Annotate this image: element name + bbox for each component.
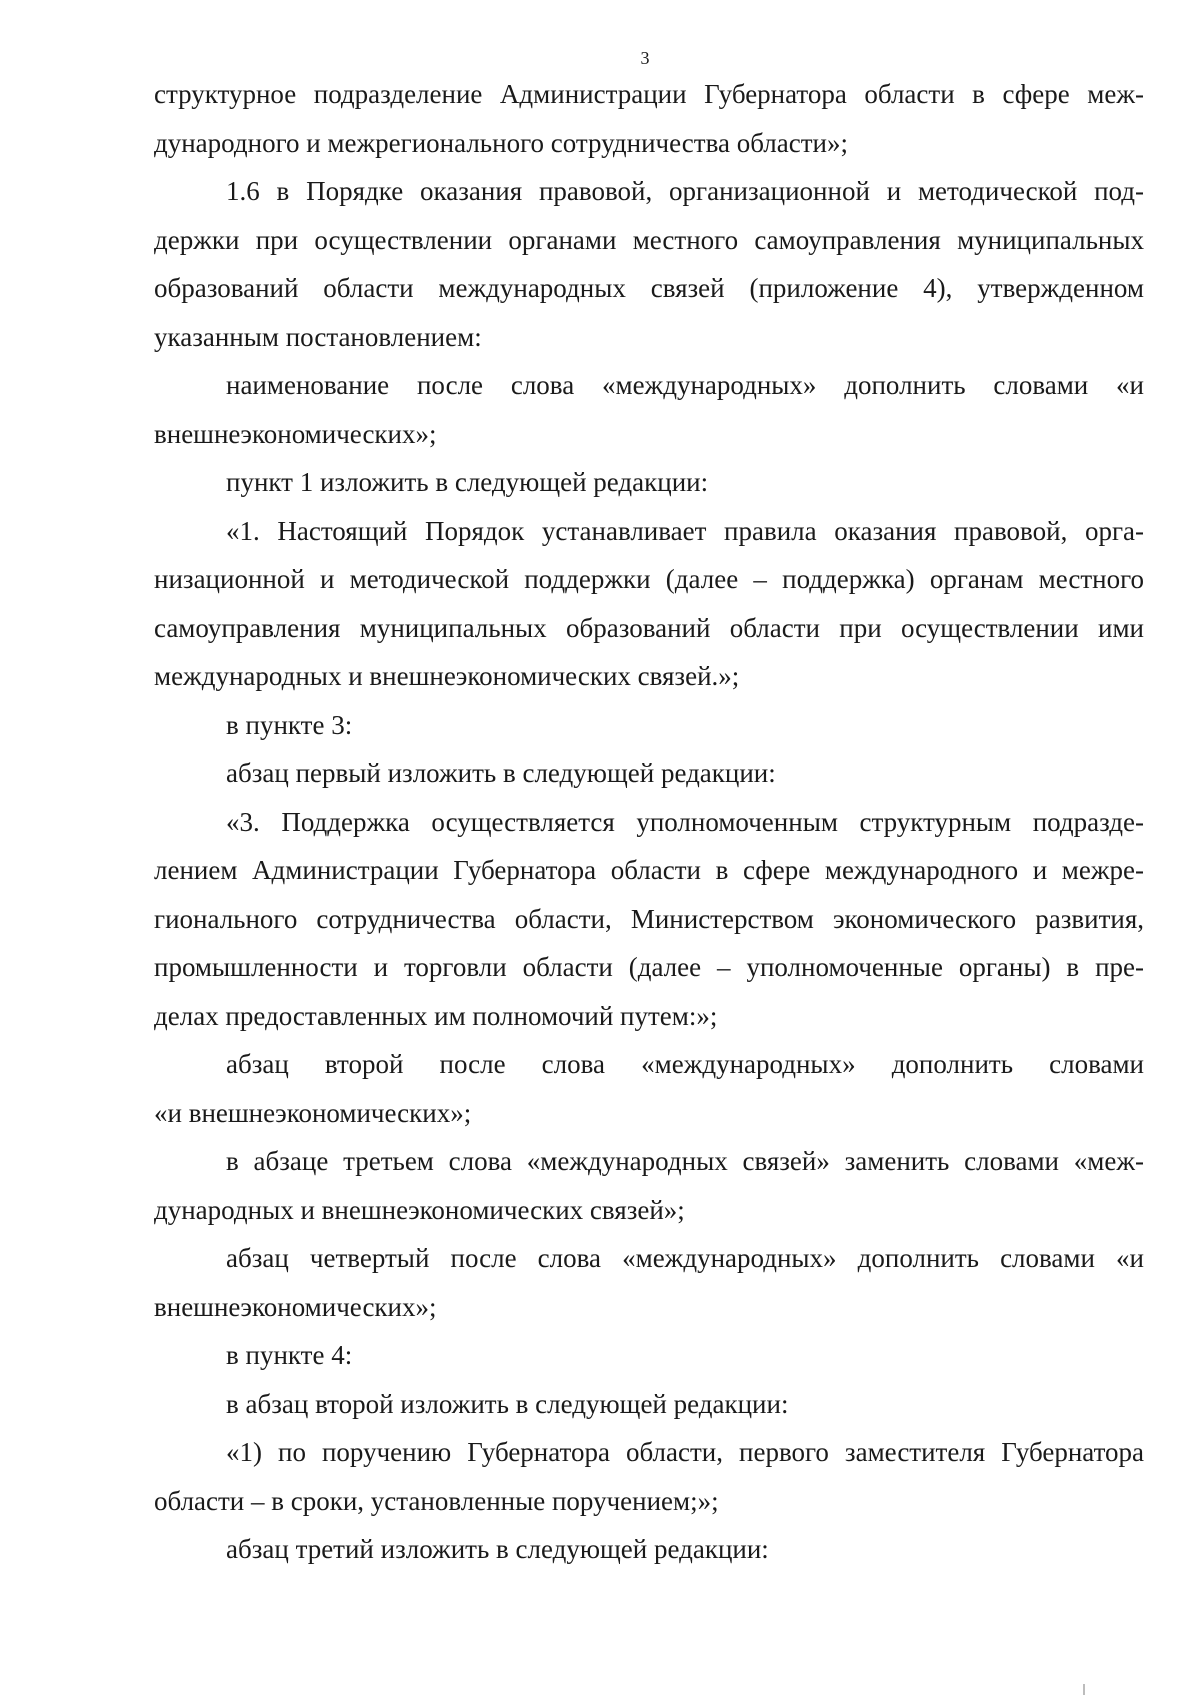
text-line: лением Администрации Губернатора области в сфере международного и межре-: [154, 855, 1144, 885]
text-line: «1) по поручению Губернатора области, первого заместителя Губернатора: [226, 1437, 1144, 1467]
text-line: промышленности и торговли области (далее – уполномоченные органы) в пре-: [154, 952, 1144, 982]
text-line: держки при осуществлении органами местного самоуправления муниципальных: [154, 224, 1144, 255]
text-line: образований области международных связей (приложение 4), утвержденном: [154, 273, 1144, 303]
text-line: «и внешнеэкономических»;: [154, 1097, 472, 1128]
text-line: внешнеэкономических»;: [154, 418, 437, 449]
text-line: в абзац второй изложить в следующей редакции:: [226, 1388, 789, 1419]
text-line: в пункте 3:: [226, 709, 353, 740]
text-line: дународного и межрегионального сотрудничества области»;: [154, 127, 848, 158]
text-line: структурное подразделение Администрации Губернатора области в сфере меж-: [154, 79, 1144, 109]
text-line: низационной и методической поддержки (далее – поддержка) органам местного: [154, 564, 1144, 594]
text-line: 1.6 в Порядке оказания правовой, организационной и методической под-: [226, 176, 1144, 206]
scan-artifact: [1083, 1684, 1085, 1695]
text-line: абзац третий изложить в следующей редакции:: [226, 1534, 769, 1564]
text-line: международных и внешнеэкономических связей.»;: [154, 661, 740, 691]
text-line: абзац первый изложить в следующей редакции:: [226, 758, 776, 788]
text-line: в абзаце третьем слова «международных связей» заменить словами «меж-: [226, 1146, 1144, 1176]
document-body: [154, 70, 1144, 1574]
text-line: в пункте 4:: [226, 1340, 353, 1370]
text-line: абзац второй после слова «международных» дополнить словами: [226, 1049, 1144, 1079]
text-line: указанным постановлением:: [154, 321, 482, 352]
text-line: самоуправления муниципальных образований области при осуществлении ими: [154, 612, 1144, 643]
text-line: области – в сроки, установленные поручением;»;: [154, 1485, 719, 1516]
text-line: гионального сотрудничества области, Министерством экономического развития,: [154, 903, 1144, 934]
text-line: дународных и внешнеэкономических связей»;: [154, 1194, 685, 1225]
text-line: абзац четвертый после слова «международных» дополнить словами «и: [226, 1243, 1144, 1273]
text-line: «3. Поддержка осуществляется уполномоченным структурным подразде-: [226, 806, 1144, 837]
text-line: «1. Настоящий Порядок устанавливает правила оказания правовой, орга-: [226, 515, 1144, 546]
page-number: 3: [640, 48, 650, 68]
text-line: наименование после слова «международных» дополнить словами «и: [226, 370, 1144, 400]
text-line: делах предоставленных им полномочий путем:»;: [154, 1000, 718, 1031]
text-line: пункт 1 изложить в следующей редакции:: [226, 467, 709, 497]
text-line: внешнеэкономических»;: [154, 1291, 437, 1322]
